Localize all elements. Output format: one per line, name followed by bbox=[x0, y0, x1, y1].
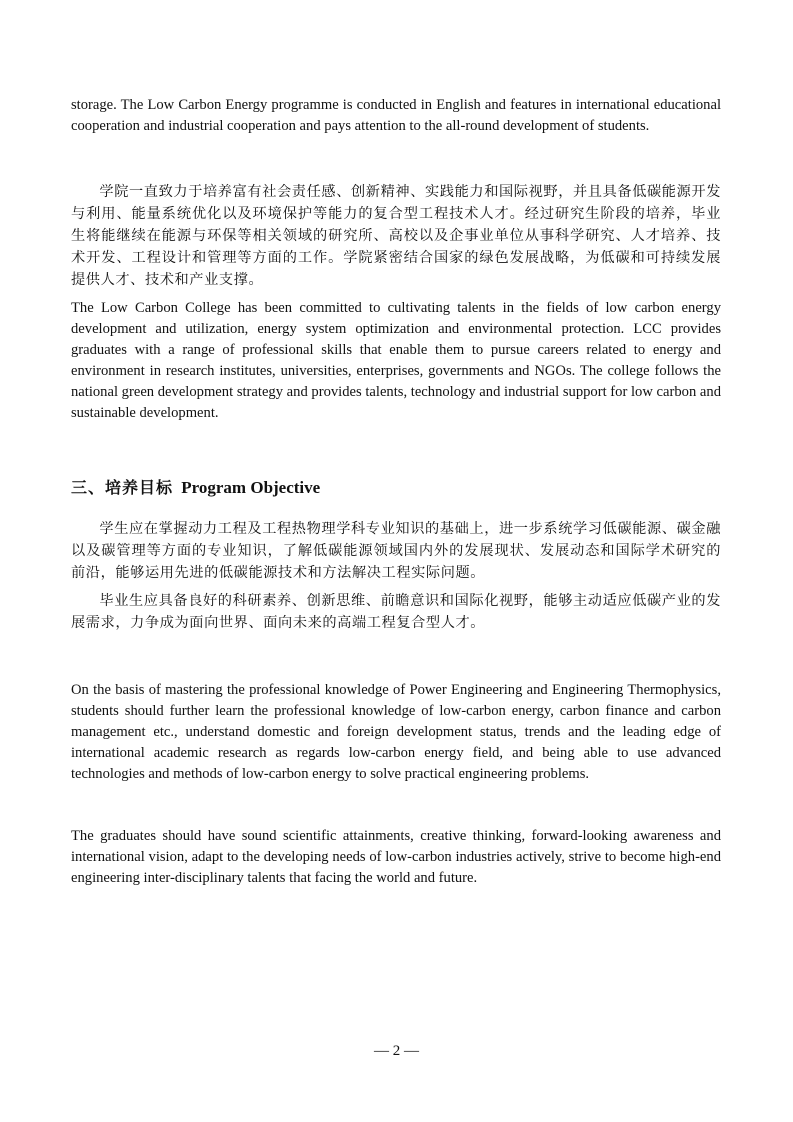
document-page bbox=[71, 95, 721, 889]
objective-paragraph-1-en: On the basis of mastering the professional knowledge of Power Engineering and Engineering Thermophysics, students should further learn the professional knowledge of low-carbon energy, carbon finance and carbon management etc., understand domestic and foreign development status, trends and the leading edge of international academic research as regards low-carbon energy field, and being able to use advanced technologies and methods of low-carbon energy to solve practical engineering problems. bbox=[71, 682, 721, 782]
college-paragraph-en: The Low Carbon College has been committed to cultivating talents in the fields of low carbon energy development and utilization, energy system optimization and environmental protection. LCC provides graduates with a range of professional skills that enable them to pursue careers related to energy and environment in research institutes, universities, enterprises, governments and NGOs. The college follows the national green development strategy and provides talents, technology and industrial support for low carbon and sustainable development. bbox=[71, 300, 721, 421]
objective-paragraph-2-en: The graduates should have sound scientific attainments, creative thinking, forward-looking awareness and international vision, adapt to the developing needs of low-carbon industries actively, strive to become high-end engineering inter-disciplinary talents that facing the world and future. bbox=[71, 828, 721, 886]
objective-paragraph-1-cn: 学生应在掌握动力工程及工程热物理学科专业知识的基础上，进一步系统学习低碳能源、碳金融以及碳管理等方面的专业知识，了解低碳能源领域国内外的发展现状、发展动态和国际学术研究的前沿，能够运用先进的低碳能源技术和方法解决工程实际问题。 bbox=[71, 521, 721, 581]
section-heading-cn: 三、培养目标 bbox=[71, 478, 174, 497]
college-paragraph-cn: 学院一直致力于培养富有社会责任感、创新精神、实践能力和国际视野，并且具备低碳能源开发与利用、能量系统优化以及环境保护等能力的复合型工程技术人才。经过研究生阶段的培养，毕业生将能继续在能源与环保等相关领域的研究所、高校以及企事业单位从事科学研究、人才培养、技术开发、工程设计和管理等方面的工作。学院紧密结合国家的绿色发展战略，为低碳和可持续发展提供人才、技术和产业支撑。 bbox=[71, 184, 721, 288]
page-number: — 2 — bbox=[374, 1043, 419, 1059]
objective-paragraph-2-cn: 毕业生应具备良好的科研素养、创新思维、前瞻意识和国际化视野，能够主动适应低碳产业的发展需求，力争成为面向世界、面向未来的高端工程复合型人才。 bbox=[71, 593, 721, 631]
section-heading-en: Program Objective bbox=[181, 478, 321, 497]
intro-continued-paragraph-en: storage. The Low Carbon Energy programme is conducted in English and features in international educational cooperation and industrial cooperation and pays attention to the all-round development of students. bbox=[71, 97, 721, 134]
section-heading-program-objective bbox=[71, 476, 721, 500]
